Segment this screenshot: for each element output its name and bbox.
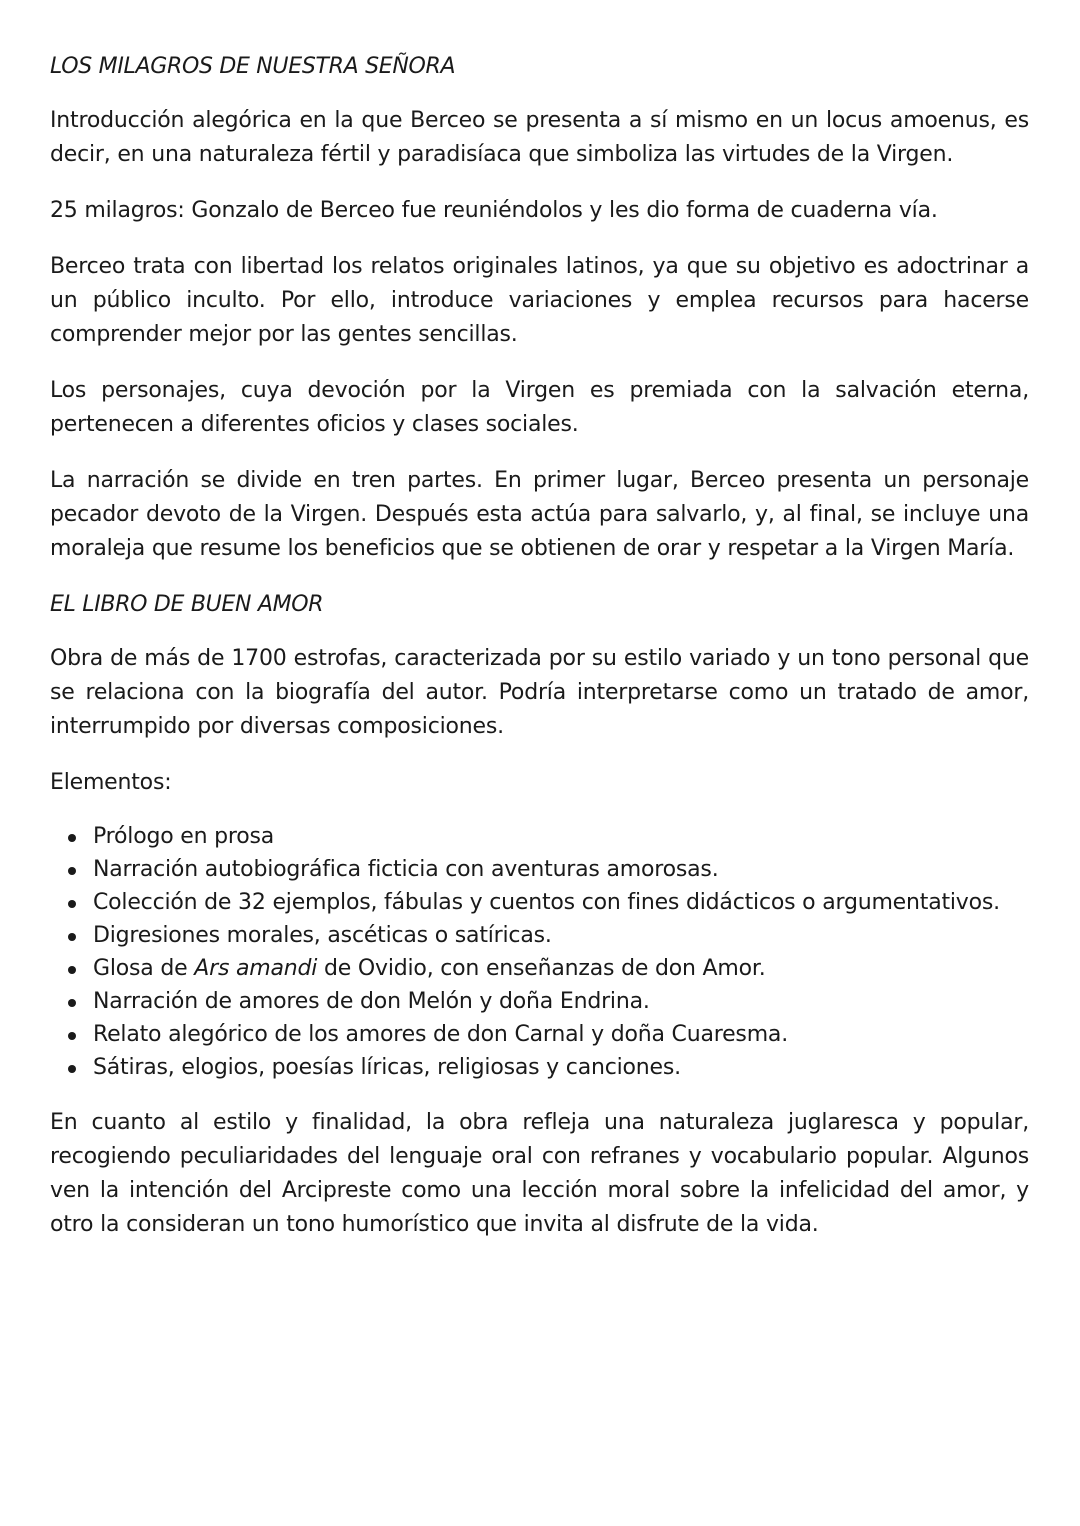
- paragraph: Los personajes, cuya devoción por la Virgen es premiada con la salvación eterna, pertenecen a diferentes oficios y clases sociales.: [50, 378, 1029, 437]
- list-item-text: Sátiras, elogios, poesías líricas, religiosas y canciones.: [93, 1055, 681, 1080]
- paragraph: Obra de más de 1700 estrofas, caracterizada por su estilo variado y un tono personal que se relaciona con la biografía del autor. Podría interpretarse como un tratado de amor, interrumpido por diversas composiciones.: [50, 646, 1029, 739]
- paragraph: En cuanto al estilo y finalidad, la obra refleja una naturaleza juglaresca y popular, recogiendo peculiaridades del lenguaje oral con refranes y vocabulario popular. Algunos ven la intención del Arcipreste como una lección moral sobre la infelicidad del amor, y otro la consideran un tono humorístico que invita al disfrute de la vida.: [50, 1110, 1029, 1237]
- list-item: [50, 1051, 1029, 1084]
- paragraph: 25 milagros: Gonzalo de Berceo fue reuniéndolos y les dio forma de cuaderna vía.: [50, 198, 938, 223]
- list-item: [50, 1018, 1029, 1051]
- section-title-buen-amor: EL LIBRO DE BUEN AMOR: [50, 592, 324, 617]
- bullet-icon: [68, 834, 76, 842]
- document-page: [50, 50, 1029, 1264]
- list-item: [50, 952, 1029, 985]
- list-item-text: Relato alegórico de los amores de don Carnal y doña Cuaresma.: [93, 1022, 789, 1047]
- list-item-text: Digresiones morales, ascéticas o satíricas.: [93, 923, 552, 948]
- list-item-text: Prólogo en prosa: [93, 824, 275, 849]
- list-item-text: Narración autobiográfica ficticia con aventuras amorosas.: [93, 857, 719, 882]
- list-item-text-italic: Ars amandi: [194, 956, 318, 981]
- bullet-icon: [68, 966, 76, 974]
- list-item: [50, 853, 1029, 886]
- bullet-icon: [68, 999, 76, 1007]
- bullet-icon: [68, 900, 76, 908]
- list-item-text: Colección de 32 ejemplos, fábulas y cuentos con fines didácticos o argumentativos.: [93, 890, 1000, 915]
- paragraph: La narración se divide en tren partes. En primer lugar, Berceo presenta un personaje pecador devoto de la Virgen. Después esta actúa para salvarlo, y, al final, se incluye una moraleja que resume los beneficios que se obtienen de orar y respetar a la Virgen María.: [50, 468, 1029, 561]
- list-item: [50, 985, 1029, 1018]
- paragraph: Berceo trata con libertad los relatos originales latinos, ya que su objetivo es adoctrinar a un público inculto. Por ello, introduce variaciones y emplea recursos para hacerse comprender mejor por las gentes sencillas.: [50, 254, 1029, 347]
- elements-label: Elementos:: [50, 770, 172, 795]
- list-item: [50, 919, 1029, 952]
- bullet-icon: [68, 933, 76, 941]
- list-item-text: Narración de amores de don Melón y doña Endrina.: [93, 989, 650, 1014]
- list-item: [50, 886, 1029, 919]
- bullet-icon: [68, 1032, 76, 1040]
- bullet-icon: [68, 867, 76, 875]
- bullet-icon: [68, 1065, 76, 1073]
- section-title-milagros: LOS MILAGROS DE NUESTRA SEÑORA: [50, 54, 456, 79]
- list-item-text-before: Glosa de: [93, 956, 195, 981]
- list-item-text-after: de Ovidio, con enseñanzas de don Amor.: [317, 956, 766, 981]
- list-item: [50, 820, 1029, 853]
- elements-list: [50, 820, 1029, 1084]
- paragraph: Introducción alegórica en la que Berceo se presenta a sí mismo en un locus amoenus, es decir, en una naturaleza fértil y paradisíaca que simboliza las virtudes de la Virgen.: [50, 108, 1029, 167]
